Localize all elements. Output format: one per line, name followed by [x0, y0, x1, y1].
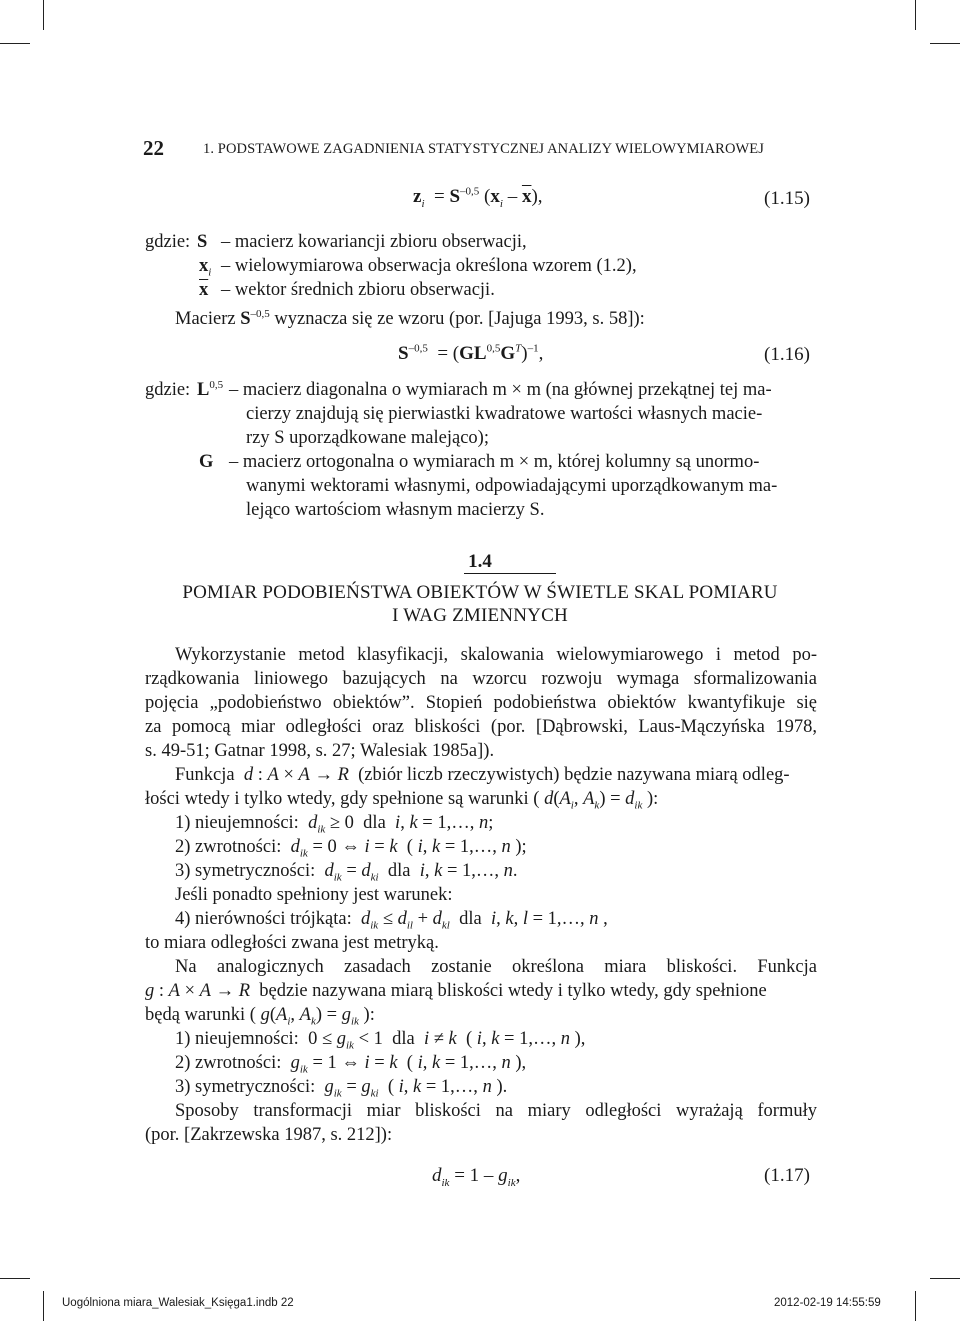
- triangle-condition: 4) nierówności trójkąta: $d_{ik} \le d_{il} + d_{kl}$ dla i, k, l = 1,…, n ,: [175, 909, 608, 932]
- definition-xbar: – wektor średnich zbioru obserwacji.: [221, 280, 495, 300]
- d-condition-1: 1) nieujemności: $d_{ik} \ge 0$ dla i, k = 1,…, n;: [175, 813, 494, 836]
- metryka-line: to miara odległości zwana jest metryką.: [145, 933, 439, 953]
- definition-g-line-3: lejąco wartościom własnym macierzy S.: [246, 500, 545, 520]
- crop-mark: [43, 0, 44, 30]
- definition-xi: – wielowymiarowa obserwacja określona wzorem (1.2),: [221, 256, 637, 276]
- crop-mark: [915, 1291, 916, 1321]
- footer-filename: Uogólniona miara_Walesiak_Księga1.indb 22: [62, 1297, 294, 1309]
- paragraph-line: Wykorzystanie metod klasyfikacji, skalowania wielowymiarowego i metod po-: [175, 645, 817, 665]
- g-condition-1: 1) nieujemności: $0 \le g_{ik} < 1$ dla i ≠ k ( i, k = 1,…, n ),: [175, 1029, 586, 1052]
- definition-g-line-2: wanymi wektorami własnymi, odpowiadającymi uporządkowanym ma-: [246, 476, 778, 496]
- section-title-line-1: POMIAR PODOBIEŃSTWA OBIEKTÓW W ŚWIETLE SKAL POMIARU: [182, 582, 778, 603]
- sposoby-line-1: Sposoby transformacji miar bliskości na miary odległości wyrażają formuły: [175, 1101, 817, 1121]
- section-underline: [464, 573, 556, 574]
- funkcja-g-line-2: g : A × A → R będzie nazywana miarą bliskości wtedy i tylko wtedy, gdy spełnione: [145, 981, 767, 1001]
- funkcja-d-line-1: Funkcja d : A × A → R (zbiór liczb rzeczywistych) będzie nazywana miarą odleg-: [175, 765, 790, 785]
- d-condition-3: 3) symetryczności: $d_{ik} = d_{ki}$ dla i, k = 1,…, n.: [175, 861, 518, 884]
- gdzie-label: gdzie:: [145, 232, 191, 252]
- equation-1-16: $S^{-0,5} = (GL^{0,5}G^T)^{-1}$,: [398, 342, 544, 364]
- crop-mark: [43, 1291, 44, 1321]
- macierz-line: Macierz $S^{-0,5}$ wyznacza się ze wzoru (por. [Jajuga 1993, s. 58]):: [175, 307, 645, 329]
- funkcja-g-line-3: będą warunki ( $g(A_i$, $A_k) = g_{ik}$ ):: [145, 1005, 375, 1028]
- paragraph-line: rządkowania liniowego bazujących na wzorcu rozwoju wymaga sformalizowania: [145, 669, 817, 689]
- equation-1-15: $z_i = S^{-0,5}$ $(x_i - \overline{x})$,: [413, 185, 543, 210]
- paragraph-line: za pomocą miar odległości oraz bliskości (por. [Dąbrowski, Laus-Mączyńska 1978,: [145, 717, 817, 737]
- page-number: 22: [143, 136, 164, 160]
- crop-mark: [930, 43, 960, 44]
- gdzie-label-2: gdzie:: [145, 380, 191, 400]
- crop-mark: [0, 43, 30, 44]
- symbol-g: G: [199, 452, 214, 472]
- definition-g-line-1: – macierz ortogonalna o wymiarach m × m, której kolumny są unormo-: [229, 452, 760, 472]
- funkcja-g-line-1: Na analogicznych zasadach zostanie określona miara bliskości. Funkcja: [175, 957, 817, 977]
- symbol-xbar: $\overline{x}$: [199, 280, 209, 300]
- jesli-line: Jeśli ponadto spełniony jest warunek:: [175, 885, 453, 905]
- funkcja-d-line-2: łości wtedy i tylko wtedy, gdy spełnione są warunki ( $d(A_i$, $A_k) = d_{ik}$ ):: [145, 789, 659, 812]
- equation-number-1-16: (1.16): [764, 344, 810, 365]
- g-condition-2: 2) zwrotności: $g_{ik} = 1$ ⇔ i = k ( i, k = 1,…, n ),: [175, 1053, 527, 1076]
- sposoby-line-2: (por. [Zakrzewska 1987, s. 212]):: [145, 1125, 393, 1145]
- symbol-s: S: [197, 232, 208, 252]
- equation-1-17: $d_{ik} = 1 - g_{ik}$,: [432, 1165, 521, 1189]
- definition-s: – macierz kowariancji zbioru obserwacji,: [221, 232, 527, 252]
- symbol-l: L$^{0,5}$: [197, 378, 224, 400]
- equation-number-1-15: (1.15): [764, 188, 810, 209]
- paragraph-line: pojęcia „podobieństwo obiektów”. Stopień podobieństwa obiektów kwantyfikuje się: [145, 693, 817, 713]
- section-number: 1.4: [468, 551, 492, 572]
- crop-mark: [0, 1278, 30, 1279]
- crop-mark: [915, 0, 916, 30]
- equation-number-1-17: (1.17): [764, 1165, 810, 1186]
- section-title-line-2: I WAG ZMIENNYCH: [392, 605, 568, 626]
- crop-mark: [930, 1278, 960, 1279]
- definition-l-line-1: – macierz diagonalna o wymiarach m × m (na głównej przekątnej tej ma-: [229, 380, 772, 400]
- g-condition-3: 3) symetryczności: $g_{ik} = g_{ki}$ ( i, k = 1,…, n ).: [175, 1077, 508, 1100]
- running-header: 1. PODSTAWOWE ZAGADNIENIA STATYSTYCZNEJ ANALIZY WIELOWYMIAROWEJ: [203, 141, 765, 157]
- d-condition-2: 2) zwrotności: $d_{ik} = 0$ ⇔ i = k ( i, k = 1,…, n );: [175, 837, 527, 860]
- footer-datetime: 2012-02-19 14:55:59: [774, 1297, 881, 1309]
- symbol-xi: $x_i$: [199, 256, 212, 279]
- definition-l-line-3: rzy S uporządkowane malejąco);: [246, 428, 489, 448]
- definition-l-line-2: cierzy znajdują się pierwiastki kwadratowe wartości własnych macie-: [246, 404, 763, 424]
- paragraph-line: s. 49-51; Gatnar 1998, s. 27; Walesiak 1985a]).: [145, 741, 495, 761]
